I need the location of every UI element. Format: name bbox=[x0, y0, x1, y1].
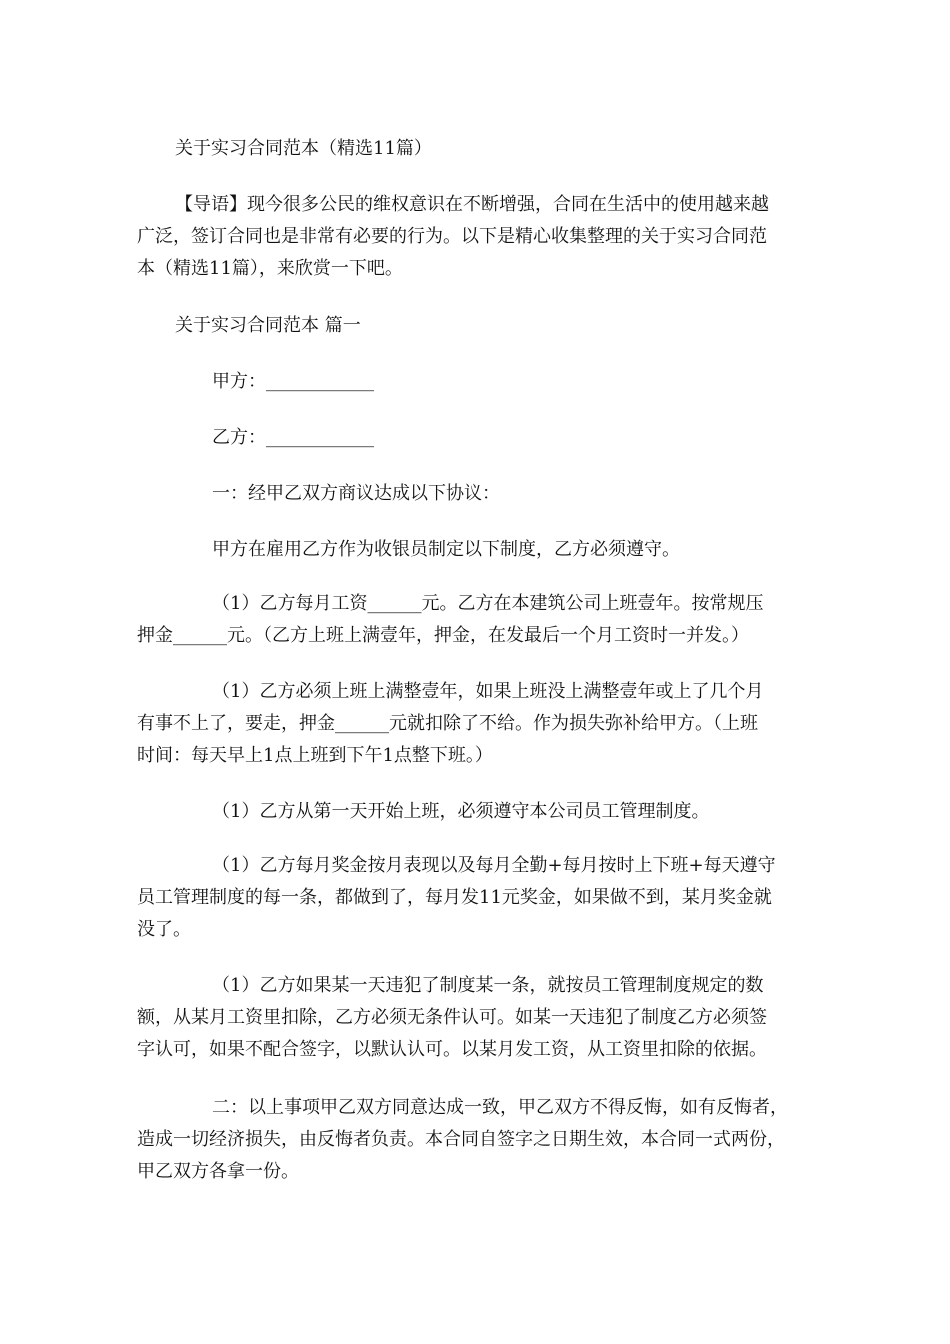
clause-item-line: 押金______元。（乙方上班上满壹年，押金，在发最后一个月工资时一并发。） bbox=[137, 625, 749, 646]
document-title: 关于实习合同范本（精选11篇） bbox=[175, 138, 432, 159]
clause-two-line: 二：以上事项甲乙双方同意达成一致，甲乙双方不得反悔，如有反悔者， bbox=[212, 1097, 788, 1118]
intro-line: 广泛，签订合同也是非常有必要的行为。以下是精心收集整理的关于实习合同范 bbox=[137, 226, 767, 247]
intro-line: 本（精选11篇），来欣赏一下吧。 bbox=[137, 258, 403, 279]
clause-item-line: （1）乙方如果某一天违犯了制度某一条，就按员工管理制度规定的数 bbox=[212, 975, 764, 996]
party-a-line: 甲方：____________ bbox=[212, 371, 374, 392]
intro-line: 【导语】现今很多公民的维权意识在不断增强，合同在生活中的使用越来越 bbox=[175, 194, 769, 215]
clause-item-line: 字认可，如果不配合签字，以默认认可。以某月发工资，从工资里扣除的依据。 bbox=[137, 1039, 767, 1060]
clause-item-line: （1）乙方每月奖金按月表现以及每月全勤+每月按时上下班+每天遵守 bbox=[212, 855, 776, 876]
section-heading: 关于实习合同范本 篇一 bbox=[175, 315, 361, 336]
clause-item-line: 有事不上了，要走，押金______元就扣除了不给。作为损失弥补给甲方。（上班 bbox=[137, 713, 758, 734]
clause-item-line: 额，从某月工资里扣除，乙方必须无条件认可。如某一天违犯了制度乙方必须签 bbox=[137, 1007, 767, 1028]
clause-item-line: （1）乙方必须上班上满整壹年，如果上班没上满整壹年或上了几个月 bbox=[212, 681, 764, 702]
clause-item-line: 员工管理制度的每一条，都做到了，每月发11元奖金，如果做不到，某月奖金就 bbox=[137, 887, 772, 908]
clause-item-line: （1）乙方每月工资______元。乙方在本建筑公司上班壹年。按常规压 bbox=[212, 593, 764, 614]
clause-item-line: 没了。 bbox=[137, 919, 191, 940]
party-b-line: 乙方：____________ bbox=[212, 427, 374, 448]
clause-two-line: 甲乙双方各拿一份。 bbox=[137, 1161, 299, 1182]
clause-item-line: （1）乙方从第一天开始上班，必须遵守本公司员工管理制度。 bbox=[212, 801, 710, 822]
clause-one-intro: 甲方在雇用乙方作为收银员制定以下制度，乙方必须遵守。 bbox=[212, 539, 680, 560]
clause-item-line: 时间：每天早上1点上班到下午1点整下班。） bbox=[137, 745, 493, 766]
clause-two-line: 造成一切经济损失，由反悔者负责。本合同自签字之日期生效，本合同一式两份， bbox=[137, 1129, 785, 1150]
clause-one-heading: 一：经甲乙双方商议达成以下协议： bbox=[212, 483, 500, 504]
